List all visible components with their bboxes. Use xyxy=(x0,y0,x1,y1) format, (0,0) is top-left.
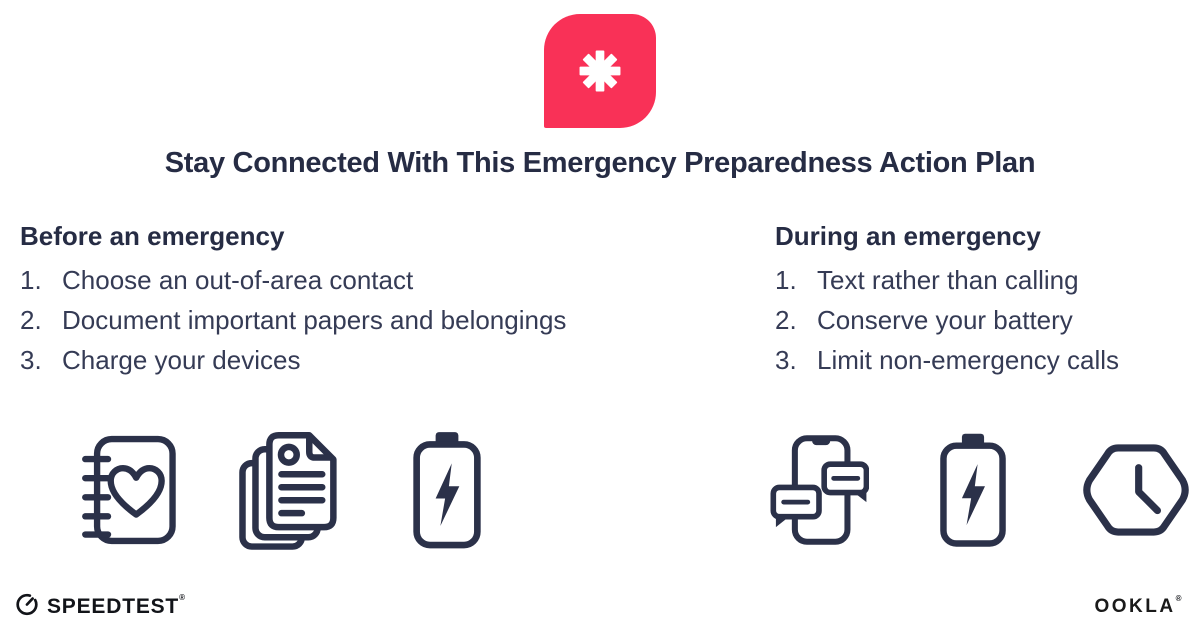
list-number: 3. xyxy=(20,345,42,375)
page-title: Stay Connected With This Emergency Preparedness Action Plan xyxy=(164,147,1036,179)
contact-book-heart-icon xyxy=(78,430,178,550)
during-heading: During an emergency xyxy=(775,221,1041,251)
during-icons-row xyxy=(769,426,1195,554)
footer xyxy=(14,591,1184,622)
section-before-emergency xyxy=(20,220,755,554)
speedtest-logo xyxy=(14,591,186,622)
list-number: 2. xyxy=(20,305,42,335)
clock-hexagon-icon xyxy=(1077,436,1195,544)
documents-stack-icon xyxy=(236,427,338,553)
header xyxy=(0,0,1200,182)
ookla-trademark: ® xyxy=(1175,593,1184,603)
list-item-text: Choose an out-of-area contact xyxy=(62,265,414,295)
battery-charging-icon xyxy=(937,432,1009,548)
speedtest-wordmark: SPEEDTEST® xyxy=(47,592,186,618)
battery-charging-icon xyxy=(410,430,484,550)
medical-asterisk-icon xyxy=(544,14,656,128)
during-list xyxy=(775,260,1195,380)
before-list xyxy=(20,260,755,380)
list-item-text: Document important papers and belongings xyxy=(62,305,567,335)
speedtest-trademark: ® xyxy=(179,592,186,602)
list-number: 1. xyxy=(20,265,42,295)
before-heading: Before an emergency xyxy=(20,221,285,251)
phone-messages-icon xyxy=(769,428,869,552)
list-item xyxy=(775,300,1195,340)
list-item-text: Text rather than calling xyxy=(817,265,1079,295)
list-number: 2. xyxy=(775,305,797,335)
list-item-text: Limit non-emergency calls xyxy=(817,345,1120,375)
list-number: 1. xyxy=(775,265,797,295)
content-columns xyxy=(0,220,1200,554)
list-item xyxy=(20,300,755,340)
list-item xyxy=(775,260,1195,300)
speedtest-gauge-icon xyxy=(14,591,40,622)
list-item-text: Conserve your battery xyxy=(817,305,1073,335)
list-item xyxy=(20,260,755,300)
list-item-text: Charge your devices xyxy=(62,345,301,375)
list-item xyxy=(775,340,1195,380)
list-item xyxy=(20,340,755,380)
ookla-logo xyxy=(1094,593,1184,618)
before-icons-row xyxy=(20,426,755,554)
ookla-wordmark: OOKLA® xyxy=(1094,593,1184,617)
list-number: 3. xyxy=(775,345,797,375)
section-during-emergency xyxy=(775,220,1195,554)
